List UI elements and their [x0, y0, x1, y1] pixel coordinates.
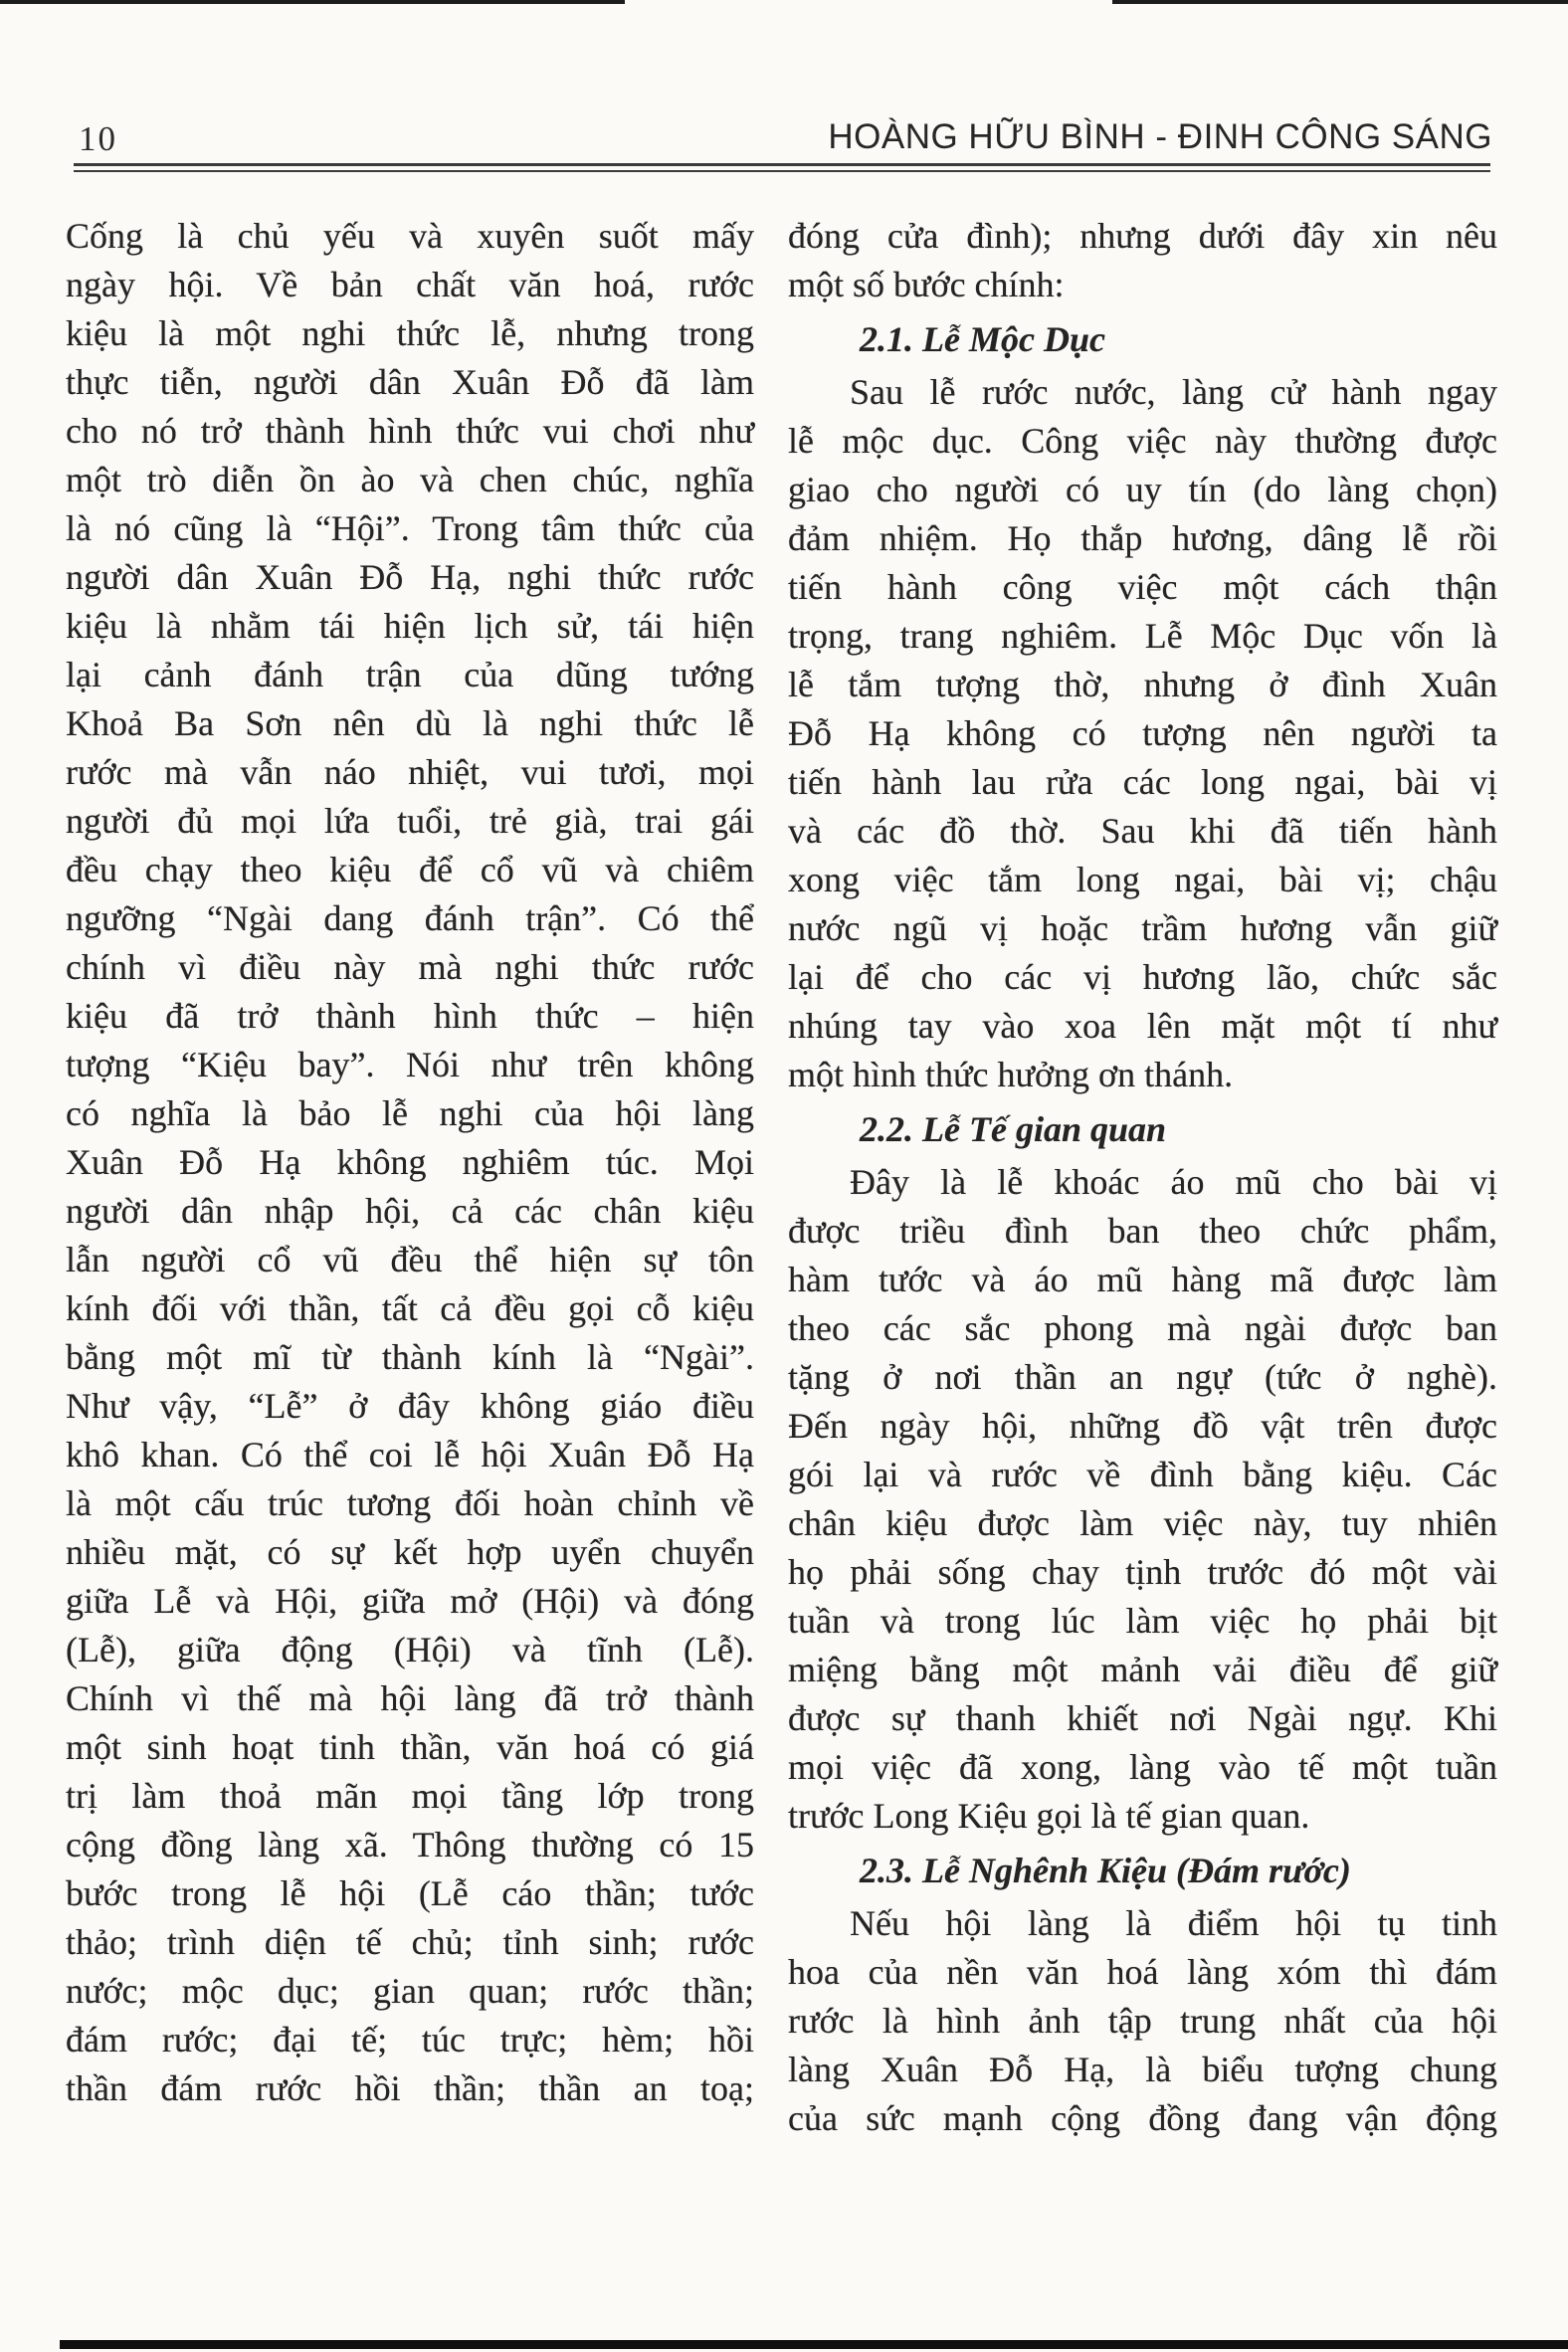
text-line: bằng một mĩ từ thành kính là “Ngài”. [66, 1337, 754, 1377]
text-line: chính vì điều này mà nghi thức rước [66, 947, 754, 987]
text-line: Nếu hội làng là điểm hội tụ tinh [850, 1903, 1497, 1943]
text-line: một hình thức hưởng ơn thánh. [788, 1055, 1234, 1094]
text-line: lẫn người cổ vũ đều thể hiện sự tôn [66, 1240, 754, 1279]
text-line: tặng ở nơi thần an ngự (tức ở nghè). [788, 1357, 1497, 1397]
text-line: thần đám rước hồi thần; thần an toạ; [66, 2068, 754, 2108]
column-left [66, 212, 754, 2113]
running-head: HOÀNG HỮU BÌNH - ĐINH CÔNG SÁNG [828, 117, 1492, 156]
text-line: Chính vì thế mà hội làng đã trở thành [66, 1678, 754, 1718]
text-line: theo các sắc phong mà ngài được ban [788, 1308, 1497, 1348]
text-line: rước là hình ảnh tập trung nhất của hội [788, 2001, 1497, 2041]
text-line: đóng cửa đình); nhưng dưới đây xin nêu [788, 216, 1497, 256]
text-line: một sinh hoạt tinh thần, văn hoá có giá [66, 1727, 754, 1767]
text-line: bước trong lễ hội (Lễ cáo thần; tước [66, 1873, 754, 1913]
text-line: trị làm thoả mãn mọi tầng lớp trong [66, 1776, 754, 1816]
text-line: nhúng tay vào xoa lên mặt một tí như [788, 1006, 1497, 1046]
text-line: họ phải sống chay tịnh trước đó một vài [788, 1552, 1497, 1592]
section-heading: 2.3. Lễ Nghênh Kiệu (Đám rước) [860, 1851, 1351, 1890]
text-line: kiệu đã trở thành hình thức – hiện [66, 996, 754, 1036]
text-line: là một cấu trúc tương đối hoàn chỉnh về [66, 1483, 754, 1523]
text-line: Như vậy, “Lễ” ở đây không giáo điều [66, 1386, 754, 1426]
text-line: Sau lễ rước nước, làng cử hành ngay [850, 372, 1497, 412]
text-line: đều chạy theo kiệu để cổ vũ và chiêm [66, 850, 754, 889]
text-line: thực tiễn, người dân Xuân Đỗ đã làm [66, 362, 754, 402]
text-line: lại để cho các vị hương lão, chức sắc [788, 957, 1497, 997]
text-line: lễ mộc dục. Công việc này thường được [788, 421, 1497, 461]
text-line: khô khan. Có thể coi lễ hội Xuân Đỗ Hạ [66, 1435, 754, 1474]
text-line: một số bước chính: [788, 265, 1065, 304]
text-line: Khoả Ba Sơn nên dù là nghi thức lễ [66, 703, 754, 743]
text-line: làng Xuân Đỗ Hạ, là biểu tượng chung [788, 2050, 1497, 2089]
text-line: (Lễ), giữa động (Hội) và tĩnh (Lễ). [66, 1630, 754, 1669]
text-line: lễ tắm tượng thờ, nhưng ở đình Xuân [788, 665, 1497, 704]
text-line: nước ngũ vị hoặc trầm hương vẫn giữ [788, 908, 1497, 948]
text-line: và các đồ thờ. Sau khi đã tiến hành [788, 811, 1497, 851]
text-line: hoa của nền văn hoá làng xóm thì đám [788, 1952, 1497, 1992]
text-line: Xuân Đỗ Hạ không nghiêm túc. Mọi [66, 1142, 754, 1182]
text-line: rước mà vẫn náo nhiệt, vui tươi, mọi [66, 752, 754, 792]
text-line: ngưỡng “Ngài dang đánh trận”. Có thể [66, 898, 754, 938]
column-right [788, 212, 1497, 2143]
page-number: 10 [79, 119, 117, 158]
text-line: người đủ mọi lứa tuổi, trẻ già, trai gái [66, 801, 754, 841]
text-line: gói lại và rước về đình bằng kiệu. Các [788, 1455, 1497, 1494]
text-line: tuần và trong lúc làm việc họ phải bịt [788, 1601, 1497, 1641]
text-line: kính đối với thần, tất cả đều gọi cỗ kiệu [66, 1288, 754, 1328]
text-line: được sự thanh khiết nơi Ngài ngự. Khi [788, 1698, 1497, 1738]
text-line: được triều đình ban theo chức phẩm, [788, 1211, 1497, 1251]
text-line: ngày hội. Về bản chất văn hoá, rước [66, 265, 754, 304]
text-line: giao cho người có uy tín (do làng chọn) [788, 470, 1497, 509]
text-line: tượng “Kiệu bay”. Nói như trên không [66, 1045, 754, 1084]
text-line: thảo; trình diện tế chủ; tỉnh sinh; rước [66, 1922, 754, 1962]
text-line: mọi việc đã xong, làng vào tế một tuần [788, 1747, 1497, 1787]
text-line: đảm nhiệm. Họ thắp hương, dâng lễ rồi [788, 518, 1497, 558]
text-line: nhiều mặt, có sự kết hợp uyển chuyển [66, 1532, 754, 1572]
text-line: nước; mộc dục; gian quan; rước thần; [66, 1971, 754, 2011]
text-line: có nghĩa là bảo lễ nghi của hội làng [66, 1093, 754, 1133]
text-line: chân kiệu được làm việc này, tuy nhiên [788, 1503, 1497, 1543]
text-line: tiến hành lau rửa các long ngai, bài vị [788, 762, 1497, 802]
text-line: cho nó trở thành hình thức vui chơi như [66, 411, 754, 451]
text-line: người dân nhập hội, cả các chân kiệu [66, 1191, 754, 1231]
text-line: người dân Xuân Đỗ Hạ, nghi thức rước [66, 557, 754, 597]
section-heading: 2.2. Lễ Tế gian quan [860, 1109, 1167, 1149]
text-line: giữa Lễ và Hội, giữa mở (Hội) và đóng [66, 1581, 754, 1621]
text-line: Đây là lễ khoác áo mũ cho bài vị [850, 1162, 1497, 1202]
top-scan-line [0, 0, 625, 4]
header-rule [74, 163, 1490, 172]
top-scan-line [1112, 0, 1568, 4]
text-line: miệng bằng một mảnh vải điều để giữ [788, 1650, 1497, 1689]
text-line: Đến ngày hội, những đồ vật trên được [788, 1406, 1497, 1446]
section-heading: 2.1. Lễ Mộc Dục [860, 319, 1105, 359]
text-line: cộng đồng làng xã. Thông thường có 15 [66, 1825, 754, 1864]
text-line: trọng, trang nghiêm. Lễ Mộc Dục vốn là [788, 616, 1497, 656]
text-line: là nó cũng là “Hội”. Trong tâm thức của [66, 508, 754, 548]
text-line: trước Long Kiệu gọi là tế gian quan. [788, 1796, 1310, 1836]
text-line: Cống là chủ yếu và xuyên suốt mấy [66, 216, 754, 256]
text-line: tiến hành công việc một cách thận [788, 567, 1497, 607]
text-line: kiệu là một nghi thức lễ, nhưng trong [66, 313, 754, 353]
text-line: lại cảnh đánh trận của dũng tướng [66, 655, 754, 694]
text-line: một trò diễn ồn ào và chen chúc, nghĩa [66, 460, 754, 499]
text-line: Đỗ Hạ không có tượng nên người ta [788, 713, 1497, 753]
text-line: xong việc tắm long ngai, bài vị; chậu [788, 860, 1497, 899]
bottom-scan-bar [60, 2340, 1568, 2349]
text-line: đám rước; đại tế; túc trực; hèm; hồi [66, 2020, 754, 2059]
text-line: của sức mạnh cộng đồng đang vận động [788, 2098, 1497, 2138]
text-line: hàm tước và áo mũ hàng mã được làm [788, 1260, 1497, 1299]
text-line: kiệu là nhằm tái hiện lịch sử, tái hiện [66, 606, 754, 646]
